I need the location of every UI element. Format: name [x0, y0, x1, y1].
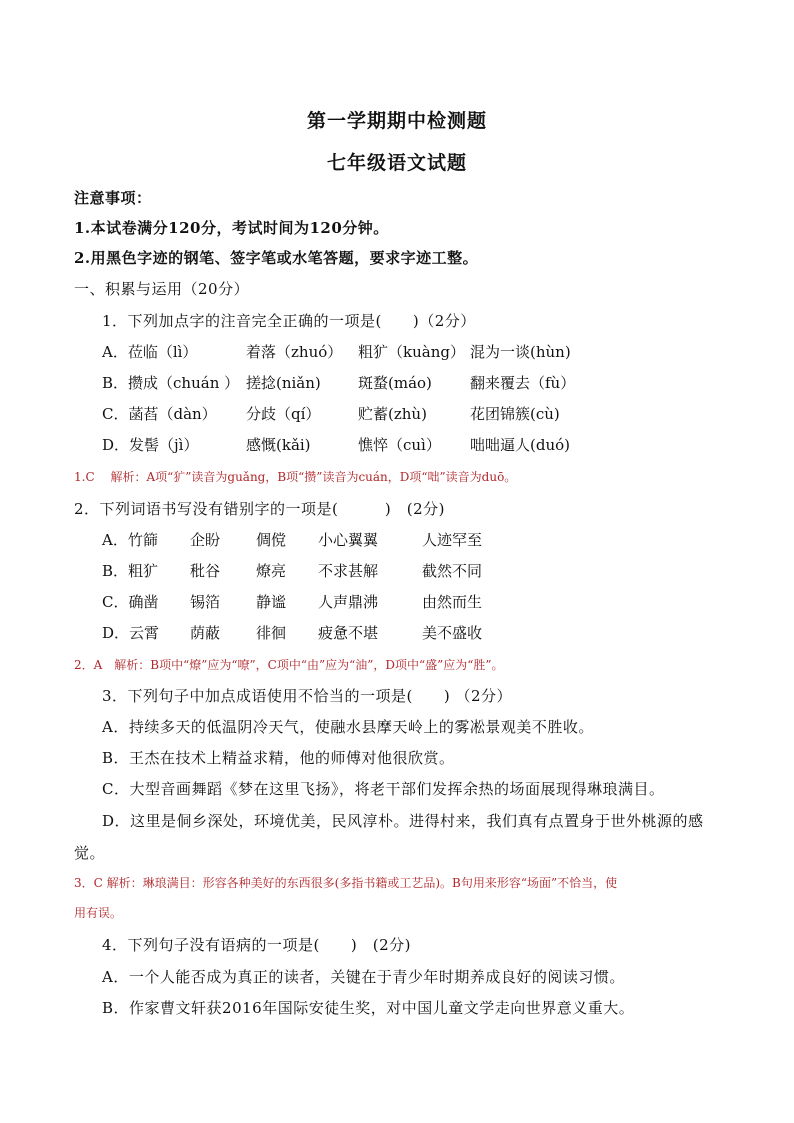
- option-word: 截然不同: [422, 562, 483, 580]
- exam-title: 第一学期期中检测题: [306, 110, 487, 132]
- question-1-answer: 1.C 解析：A项“犷”读音为guǎng，B项“攒”读音为cuán，D项“咄”读音为duō。: [74, 470, 517, 484]
- question-3-option-d-continued: 觉。: [74, 844, 106, 862]
- section-heading: 一、积累与运用（20分）: [74, 280, 250, 298]
- question-3-option-a: A．持续多天的低温阴冷天气，使融水县摩天岭上的雾凇景观美不胜收。: [102, 718, 594, 736]
- notice-item-2: 2.用黑色字迹的钢笔、签字笔或水笔答题，要求字迹工整。: [74, 249, 479, 267]
- exam-subtitle: 七年级语文试题: [326, 152, 467, 174]
- option-word: 混为一谈(hùn): [470, 343, 571, 361]
- option-word: A．竹篩: [102, 531, 158, 549]
- question-2-stem: 2．下列词语书写没有错别字的一项是( ) (2分): [74, 500, 445, 518]
- option-word: D．云霄: [102, 624, 160, 642]
- option-word: 燎亮: [256, 562, 287, 580]
- option-word: 不求甚解: [318, 562, 379, 580]
- option-word: 翻来覆去（fù）: [470, 374, 576, 392]
- option-word: 人声鼎沸: [318, 593, 379, 611]
- option-word: 贮蓄(zhù): [358, 405, 427, 423]
- question-3-stem: 3．下列句子中加点成语使用不恰当的一项是( ) （2分）: [102, 687, 513, 705]
- option-word: 咄咄逼人(duó): [470, 436, 570, 454]
- option-word: B．攒成（chuán ）: [102, 374, 240, 392]
- option-word: 着落（zhuó）: [246, 343, 343, 361]
- option-word: 花团锦簇(cù): [470, 405, 560, 423]
- option-word: B．粗犷: [102, 562, 159, 580]
- option-word: 疲惫不堪: [318, 624, 379, 642]
- option-word: 倜傥: [256, 531, 287, 549]
- option-word: C．菡萏（dàn）: [102, 405, 217, 423]
- option-word: 粗犷（kuàng）: [358, 343, 465, 361]
- option-word: 荫蔽: [190, 624, 221, 642]
- question-3-option-b: B．王杰在技术上精益求精，他的师傅对他很欣赏。: [102, 749, 455, 767]
- question-4-stem: 4．下列句子没有语病的一项是( ) (2分): [102, 936, 411, 954]
- question-3-option-c: C．大型音画舞蹈《梦在这里飞扬》，将老干部们发挥余热的场面展现得琳琅满目。: [102, 780, 665, 798]
- option-word: 小心翼翼: [318, 531, 379, 549]
- option-word: 憔悴（cuì）: [358, 436, 441, 454]
- option-word: 秕谷: [190, 562, 221, 580]
- notice-heading: 注意事项：: [74, 189, 152, 207]
- option-word: D．发髻（jì）: [102, 436, 199, 454]
- option-word: 人迹罕至: [422, 531, 483, 549]
- question-4-option-b: B．作家曹文轩获2016年国际安徒生奖，对中国儿童文学走向世界意义重大。: [102, 999, 635, 1017]
- option-word: A．莅临（lì）: [102, 343, 198, 361]
- question-3-answer: 3．C 解析：琳琅满目：形容各种美好的东西很多(多指书籍或工艺品)。B句用来形容“场面”不恰当，使: [74, 876, 618, 890]
- option-word: 分歧（qí）: [246, 405, 321, 423]
- question-4-option-a: A．一个人能否成为真正的读者，关键在于青少年时期养成良好的阅读习惯。: [102, 968, 625, 986]
- question-2-answer: 2．A 解析：B项中“燎”应为“嘹”，C项中“由”应为“油”，D项中“盛”应为“胜”。: [74, 658, 504, 672]
- option-word: 感慨(kǎi): [246, 436, 311, 454]
- option-word: 企盼: [190, 531, 221, 549]
- notice-item-1: 1.本试卷满分120分，考试时间为120分钟。: [74, 219, 389, 237]
- option-word: 美不盛收: [422, 624, 483, 642]
- option-word: 锡箔: [190, 593, 221, 611]
- option-word: 静谧: [256, 593, 287, 611]
- option-word: 斑蝥(máo): [358, 374, 432, 392]
- option-word: C．确凿: [102, 593, 159, 611]
- option-word: 徘徊: [256, 624, 287, 642]
- question-1-stem: 1．下列加点字的注音完全正确的一项是( )（2分）: [102, 312, 476, 330]
- option-word: 搓捻(niǎn): [246, 374, 321, 392]
- option-word: 由然而生: [422, 593, 483, 611]
- question-3-option-d: D．这里是侗乡深处，环境优美，民风淳朴。进得村来，我们真有点置身于世外桃源的感: [102, 812, 704, 830]
- question-3-answer-continued: 用有误。: [74, 906, 123, 920]
